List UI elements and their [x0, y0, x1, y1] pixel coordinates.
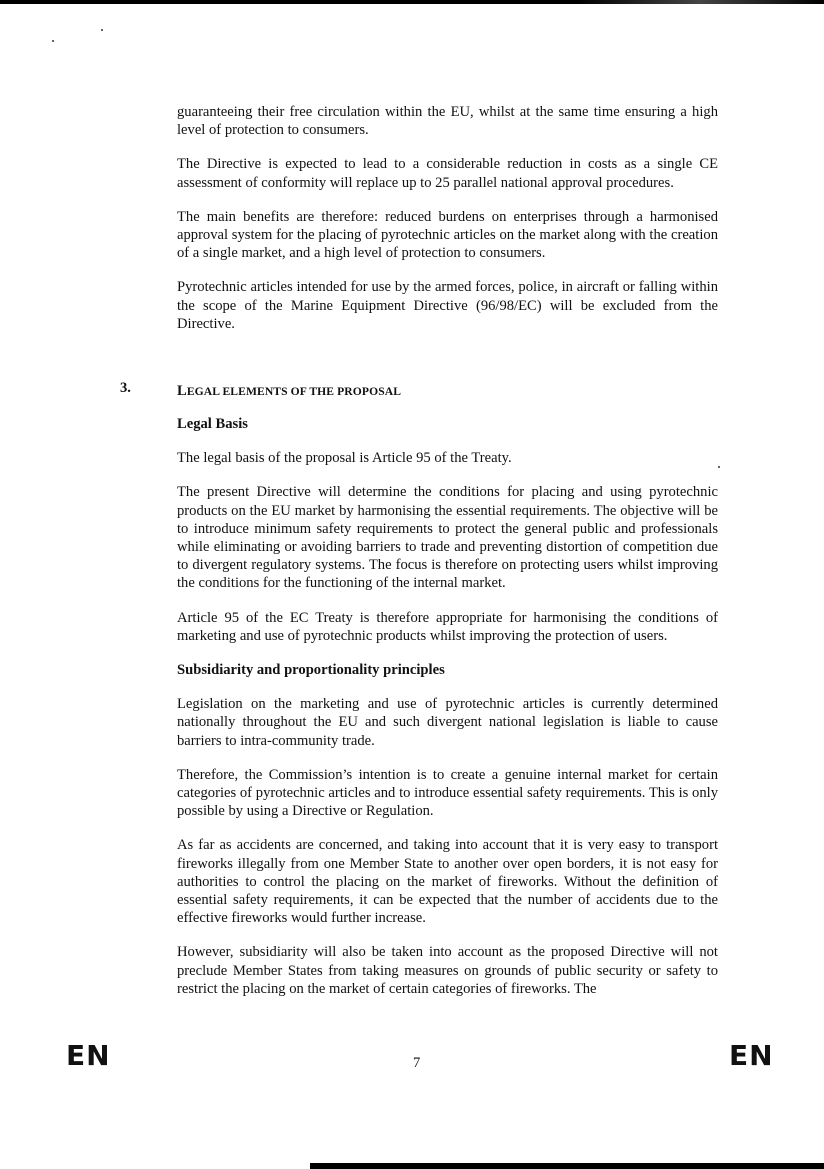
paragraph: Therefore, the Commission’s intention is to create a genuine internal market for certain categories of pyrotechnic articles and to introduce essential safety requirements. This is only possible by using a Directive or Regulation. — [177, 766, 718, 820]
paragraph: The Directive is expected to lead to a considerable reduction in costs as a single CE assessment of conformity will replace up to 25 parallel national approval procedures. — [177, 156, 718, 191]
scan-speck — [52, 40, 54, 42]
paragraph: The legal basis of the proposal is Article 95 of the Treaty. — [177, 450, 512, 467]
section-body — [177, 415, 718, 998]
footer-language-right: EN — [729, 1039, 774, 1072]
paragraph: However, subsidiarity will also be taken into account as the proposed Directive will not preclude Member States from taking measures on grounds of public security or safety to restrict the placing on the market of certain categories of fireworks. The — [177, 944, 718, 997]
paragraph: Article 95 of the EC Treaty is therefore appropriate for harmonising the conditions of marketing and use of pyrotechnic products whilst improving the protection of users. — [177, 609, 718, 644]
subheading-legal-basis: Legal Basis — [177, 416, 248, 432]
intro-paragraphs — [177, 103, 718, 333]
scan-edge-top — [0, 0, 824, 4]
scan-speck — [101, 29, 103, 31]
scan-speck — [718, 466, 720, 468]
page-number: 7 — [413, 1055, 421, 1071]
scan-edge-bottom — [310, 1163, 824, 1169]
section-title: LEGAL ELEMENTS OF THE PROPOSAL — [177, 383, 402, 399]
subheading-subsidiarity: Subsidiarity and proportionality principles — [177, 662, 445, 679]
paragraph: The present Directive will determine the conditions for placing and using pyrotechnic products on the EU market by harmonising the essential requirements. The objective will be to introduce minimum safety requirements to protect the general public and professionals while eliminating or avoiding barriers to trade and preventing distortion of competition due to divergent regulatory systems. The focus is therefore on protecting users whilst improving the conditions for the functioning of the internal market. — [177, 484, 718, 592]
section-number: 3. — [120, 380, 131, 396]
paragraph: guaranteeing their free circulation within the EU, whilst at the same time ensuring a high level of protection to consumers. — [177, 104, 718, 139]
paragraph: Pyrotechnic articles intended for use by the armed forces, police, in aircraft or falling within the scope of the Marine Equipment Directive (96/98/EC) will be excluded from the Directive. — [177, 279, 718, 332]
footer-language-left: EN — [66, 1039, 111, 1072]
paragraph: The main benefits are therefore: reduced burdens on enterprises through a harmonised approval system for the placing of pyrotechnic articles on the market along with the creation of a single market, and a high level of protection to consumers. — [177, 208, 718, 262]
paragraph: Legislation on the marketing and use of pyrotechnic articles is currently determined nationally throughout the EU and such divergent national legislation is liable to cause barriers to intra-community trade. — [177, 696, 718, 749]
paragraph: As far as accidents are concerned, and taking into account that it is very easy to transport fireworks illegally from one Member State to another over open borders, it is not easy for authorities to control the placing on the market of fireworks. Without the definition of essential safety requirements, it can be expected that the number of accidents due to the effective fireworks would further increase. — [177, 837, 718, 927]
